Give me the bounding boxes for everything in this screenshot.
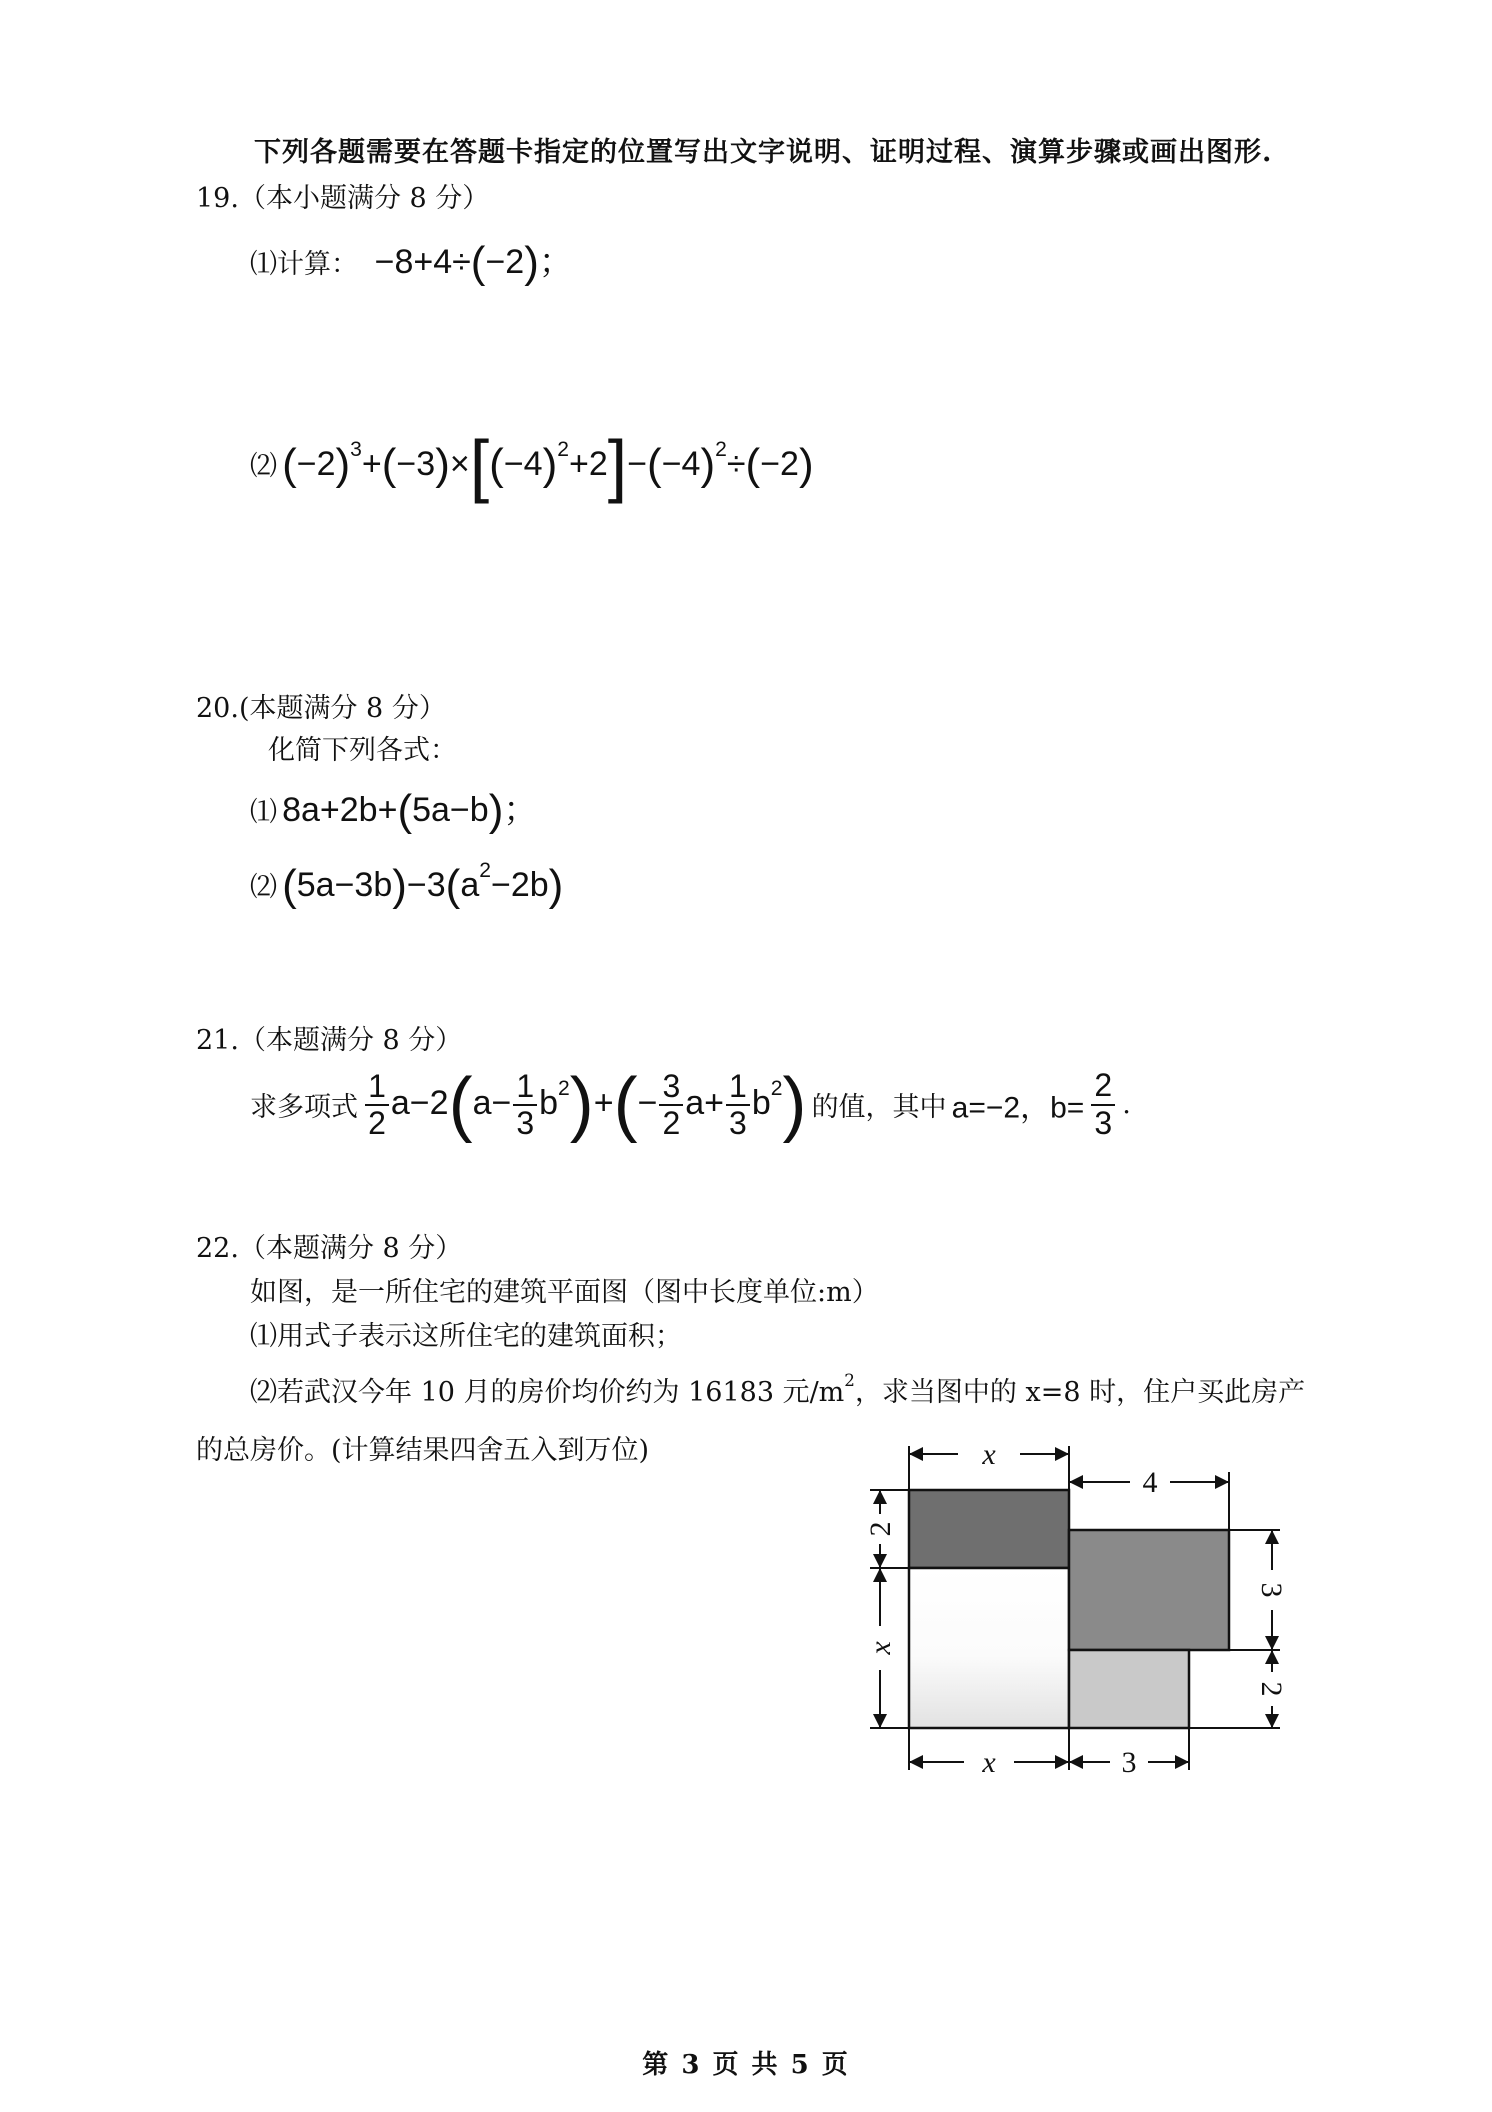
q19-part1-expr: −8+4÷(−2)； — [374, 238, 573, 287]
q20-part1-expr: 8a+2b+(5a−b)； — [282, 786, 538, 835]
instruction-text: 下列各题需要在答题卡指定的位置写出文字说明、证明过程、演算步骤或画出图形. — [254, 137, 1273, 168]
q19-header: 19.（本小题满分 8 分） — [196, 183, 490, 214]
dim-left-x: x — [864, 1641, 897, 1655]
q22-line3-b: ，求当图中的 x=8 时，住户买此房产 — [854, 1377, 1306, 1408]
dim-right-2: 2 — [1255, 1681, 1288, 1697]
page-footer: 第 3 页 共 5 页 — [642, 2050, 850, 2080]
q21-prefix: 求多项式 — [250, 1092, 358, 1124]
q22-line3-a: ⑵若武汉今年 10 月的房价均价约为 16183 元/m — [250, 1377, 845, 1408]
room-right-lower — [1069, 1650, 1189, 1728]
q21-header: 21.（本题满分 8 分） — [196, 1025, 463, 1056]
room-bottom-left — [909, 1568, 1069, 1728]
q21-mid: 的值，其中 — [811, 1092, 947, 1124]
q21-b-fraction: $\frac{2}{3}$ — [1089, 1084, 1117, 1122]
q19-part2 — [250, 426, 814, 504]
dim-bottom-x: x — [982, 1746, 996, 1779]
q21-body — [250, 1064, 1131, 1144]
q20-part1-label: ⑴ — [250, 797, 277, 828]
q21-polynomial: $\frac{1}{2}$ a−2(a− $\frac{1}{3}$ $b^2)+(-$ $\frac{3}{2}$ a+ $\frac{1}{3}$ $b^2$) — [363, 1084, 806, 1122]
q22-line4: 的总房价。(计算结果四舍五入到万位) — [196, 1435, 650, 1466]
room-right-upper — [1069, 1530, 1229, 1650]
floor-plan-figure — [860, 1436, 1310, 1792]
q20-intro: 化简下列各式： — [268, 735, 457, 766]
q21-condition: a=−2，b= — [951, 1091, 1085, 1125]
q20-part1 — [250, 782, 537, 833]
dim-bottom-3: 3 — [1121, 1746, 1137, 1779]
q19-part1-label: ⑴计算： — [250, 249, 358, 280]
dim-left-2: 2 — [864, 1521, 897, 1537]
q20-part2 — [250, 859, 564, 910]
dim-top-4: 4 — [1142, 1466, 1158, 1499]
q19-part2-label: ⑵ — [250, 451, 277, 482]
q20-part2-expr: $(5a-3b)-3(a^2-2b)$ — [282, 859, 564, 910]
q22-line3: ⑵若武汉今年 10 月的房价均价约为 16183 元$/m^2$，求当图中的 x=8 时，住户买此房产 — [250, 1369, 1306, 1408]
q20-header: 20.(本题满分 8 分） — [196, 693, 446, 724]
q22-line2: ⑴用式子表示这所住宅的建筑面积； — [250, 1321, 682, 1352]
q22-header: 22.（本题满分 8 分） — [196, 1233, 463, 1264]
room-top-left — [909, 1490, 1069, 1568]
dim-top-x: x — [982, 1438, 996, 1471]
q20-part2-label: ⑵ — [250, 872, 277, 903]
dim-right-3: 3 — [1255, 1582, 1288, 1598]
q19-part2-expr: $(-2)^3+(-3)\times[(-4)^2+2]-(-4)^2\div(-2)$ — [282, 426, 814, 504]
q22-line1: 如图，是一所住宅的建筑平面图（图中长度单位:m） — [250, 1277, 879, 1308]
q21-end: . — [1122, 1089, 1131, 1121]
q19-part1 — [250, 234, 573, 285]
